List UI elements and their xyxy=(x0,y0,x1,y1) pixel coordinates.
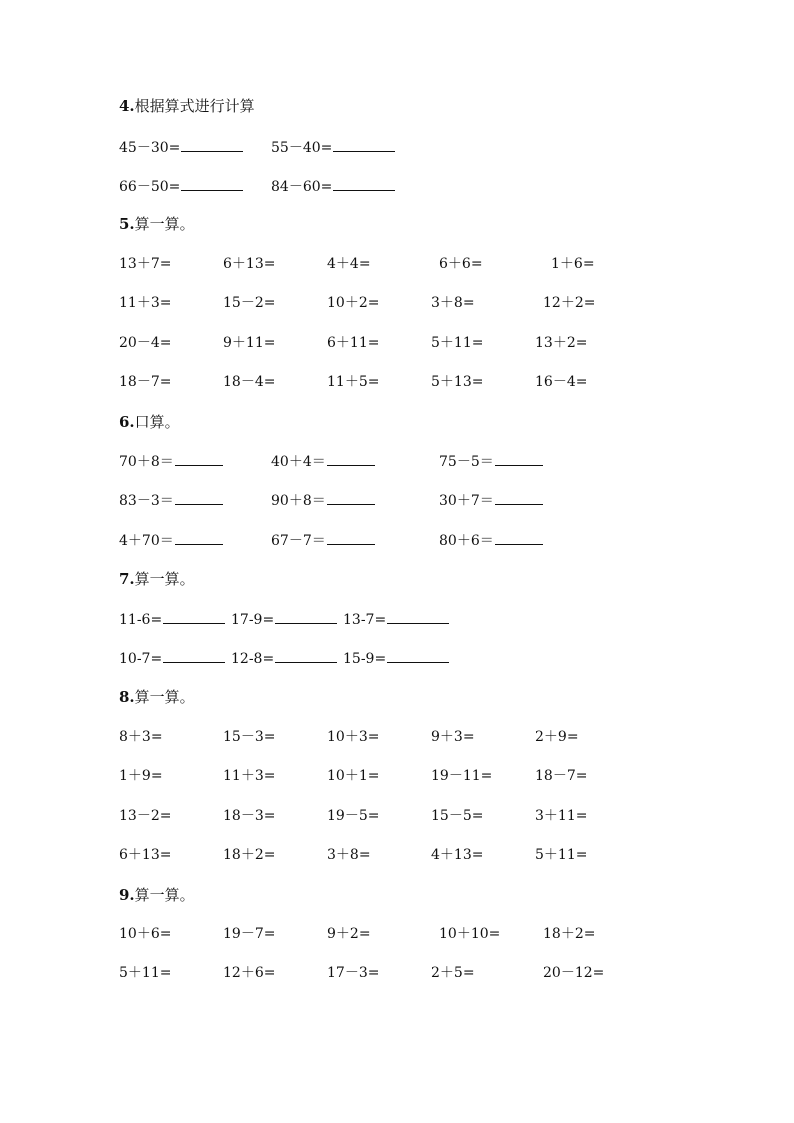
section-title xyxy=(119,412,180,432)
equation xyxy=(119,176,243,197)
equation-text: 13-7= xyxy=(343,612,387,628)
answer-blank[interactable] xyxy=(163,609,225,624)
equation xyxy=(343,648,449,669)
answer-blank[interactable] xyxy=(175,490,223,505)
equation-row xyxy=(0,451,794,471)
equation-row xyxy=(0,924,794,944)
section-title xyxy=(119,96,255,116)
answer-blank[interactable] xyxy=(275,609,337,624)
equation xyxy=(343,609,449,630)
equation: 2＋9= xyxy=(535,729,579,745)
section-number: 9. xyxy=(119,886,135,904)
equation-text: 11-6= xyxy=(119,612,163,628)
equation: 15－3= xyxy=(223,729,276,745)
equation-text: 90＋8＝ xyxy=(271,493,326,509)
section-heading-text: 算一算。 xyxy=(134,215,195,233)
equation xyxy=(119,530,223,551)
equation-row xyxy=(0,727,794,747)
equation: 19－11= xyxy=(431,768,493,784)
equation-text: 12-8= xyxy=(231,651,275,667)
equation-text: 15-9= xyxy=(343,651,387,667)
answer-blank[interactable] xyxy=(495,490,543,505)
answer-blank[interactable] xyxy=(333,137,395,152)
equation: 2＋5= xyxy=(431,965,475,981)
equation-text: 66－50= xyxy=(119,179,181,195)
equation-text: 10-7= xyxy=(119,651,163,667)
equation-row xyxy=(0,648,794,668)
equation: 10＋2= xyxy=(327,295,380,311)
answer-blank[interactable] xyxy=(181,176,243,191)
equation-row xyxy=(0,845,794,865)
equation-text: 55－40= xyxy=(271,140,333,156)
equation-row xyxy=(0,766,794,786)
section-title xyxy=(119,687,195,707)
equation: 18－7= xyxy=(535,768,588,784)
equation-text: 84－60= xyxy=(271,179,333,195)
section-heading-text: 根据算式进行计算 xyxy=(134,97,255,115)
equation: 15－5= xyxy=(431,808,484,824)
equation: 11＋5= xyxy=(327,374,380,390)
equation: 19－7= xyxy=(223,926,276,942)
equation: 4＋13= xyxy=(431,847,484,863)
answer-blank[interactable] xyxy=(175,530,223,545)
equation: 13＋7= xyxy=(119,256,172,272)
equation: 4＋4= xyxy=(327,256,371,272)
equation xyxy=(439,530,543,551)
section-heading-text: 口算。 xyxy=(134,413,180,431)
equation: 8＋3= xyxy=(119,729,163,745)
equation: 6＋6= xyxy=(439,256,483,272)
equation: 13＋2= xyxy=(535,335,588,351)
equation xyxy=(119,648,225,669)
equation: 3＋8= xyxy=(431,295,475,311)
section-heading-text: 算一算。 xyxy=(134,886,195,904)
equation xyxy=(439,451,543,472)
answer-blank[interactable] xyxy=(495,530,543,545)
equation: 6＋11= xyxy=(327,335,380,351)
section-heading-text: 算一算。 xyxy=(134,570,195,588)
equation: 10＋10= xyxy=(439,926,501,942)
equation: 3＋8= xyxy=(327,847,371,863)
equation: 18－3= xyxy=(223,808,276,824)
section-number: 7. xyxy=(119,570,135,588)
answer-blank[interactable] xyxy=(181,137,243,152)
equation-row xyxy=(0,293,794,313)
equation-text: 67－7＝ xyxy=(271,533,326,549)
equation: 9＋11= xyxy=(223,335,276,351)
equation: 5＋11= xyxy=(535,847,588,863)
section-number: 8. xyxy=(119,688,135,706)
equation-row xyxy=(0,806,794,826)
equation: 18－7= xyxy=(119,374,172,390)
equation: 12＋2= xyxy=(543,295,596,311)
equation: 10＋1= xyxy=(327,768,380,784)
equation xyxy=(271,530,375,551)
section-title xyxy=(119,885,195,905)
equation-row xyxy=(0,137,794,157)
section-number: 5. xyxy=(119,215,135,233)
equation: 15－2= xyxy=(223,295,276,311)
equation: 10＋6= xyxy=(119,926,172,942)
section-title xyxy=(119,569,195,589)
equation: 1＋6= xyxy=(551,256,595,272)
equation: 5＋11= xyxy=(119,965,172,981)
equation xyxy=(271,490,375,511)
answer-blank[interactable] xyxy=(327,490,375,505)
section-heading-text: 算一算。 xyxy=(134,688,195,706)
answer-blank[interactable] xyxy=(275,648,337,663)
equation: 20－4= xyxy=(119,335,172,351)
equation: 13－2= xyxy=(119,808,172,824)
equation xyxy=(271,176,395,197)
equation-row xyxy=(0,530,794,550)
equation-text: 45－30= xyxy=(119,140,181,156)
equation: 18－4= xyxy=(223,374,276,390)
equation: 6＋13= xyxy=(119,847,172,863)
equation: 12＋6= xyxy=(223,965,276,981)
answer-blank[interactable] xyxy=(327,530,375,545)
equation-row xyxy=(0,609,794,629)
equation-text: 40＋4＝ xyxy=(271,454,326,470)
equation xyxy=(439,490,543,511)
equation: 1＋9= xyxy=(119,768,163,784)
section-number: 4. xyxy=(119,97,135,115)
equation: 9＋3= xyxy=(431,729,475,745)
equation: 20－12= xyxy=(543,965,605,981)
equation: 18＋2= xyxy=(543,926,596,942)
answer-blank[interactable] xyxy=(495,451,543,466)
equation-text: 83－3＝ xyxy=(119,493,174,509)
equation: 17－3= xyxy=(327,965,380,981)
equation xyxy=(119,137,243,158)
equation-text: 17-9= xyxy=(231,612,275,628)
equation-row xyxy=(0,963,794,983)
equation xyxy=(271,137,395,158)
section-number: 6. xyxy=(119,413,135,431)
answer-blank[interactable] xyxy=(333,176,395,191)
equation: 6＋13= xyxy=(223,256,276,272)
equation-text: 4＋70＝ xyxy=(119,533,174,549)
equation-row xyxy=(0,372,794,392)
equation: 16－4= xyxy=(535,374,588,390)
section-title xyxy=(119,214,195,234)
equation: 5＋13= xyxy=(431,374,484,390)
equation-row xyxy=(0,490,794,510)
answer-blank[interactable] xyxy=(387,648,449,663)
equation-text: 70＋8＝ xyxy=(119,454,174,470)
answer-blank[interactable] xyxy=(387,609,449,624)
equation-text: 75－5＝ xyxy=(439,454,494,470)
equation: 10＋3= xyxy=(327,729,380,745)
answer-blank[interactable] xyxy=(175,451,223,466)
equation-text: 30＋7＝ xyxy=(439,493,494,509)
equation: 5＋11= xyxy=(431,335,484,351)
equation: 18＋2= xyxy=(223,847,276,863)
equation xyxy=(119,451,223,472)
equation xyxy=(119,490,223,511)
answer-blank[interactable] xyxy=(163,648,225,663)
equation xyxy=(119,609,225,630)
equation-text: 80＋6＝ xyxy=(439,533,494,549)
equation: 9＋2= xyxy=(327,926,371,942)
equation xyxy=(271,451,375,472)
equation: 3＋11= xyxy=(535,808,588,824)
equation-row xyxy=(0,176,794,196)
equation-row xyxy=(0,254,794,274)
equation-row xyxy=(0,333,794,353)
equation: 11＋3= xyxy=(223,768,276,784)
equation xyxy=(231,648,337,669)
equation: 19－5= xyxy=(327,808,380,824)
equation xyxy=(231,609,337,630)
equation: 11＋3= xyxy=(119,295,172,311)
answer-blank[interactable] xyxy=(327,451,375,466)
